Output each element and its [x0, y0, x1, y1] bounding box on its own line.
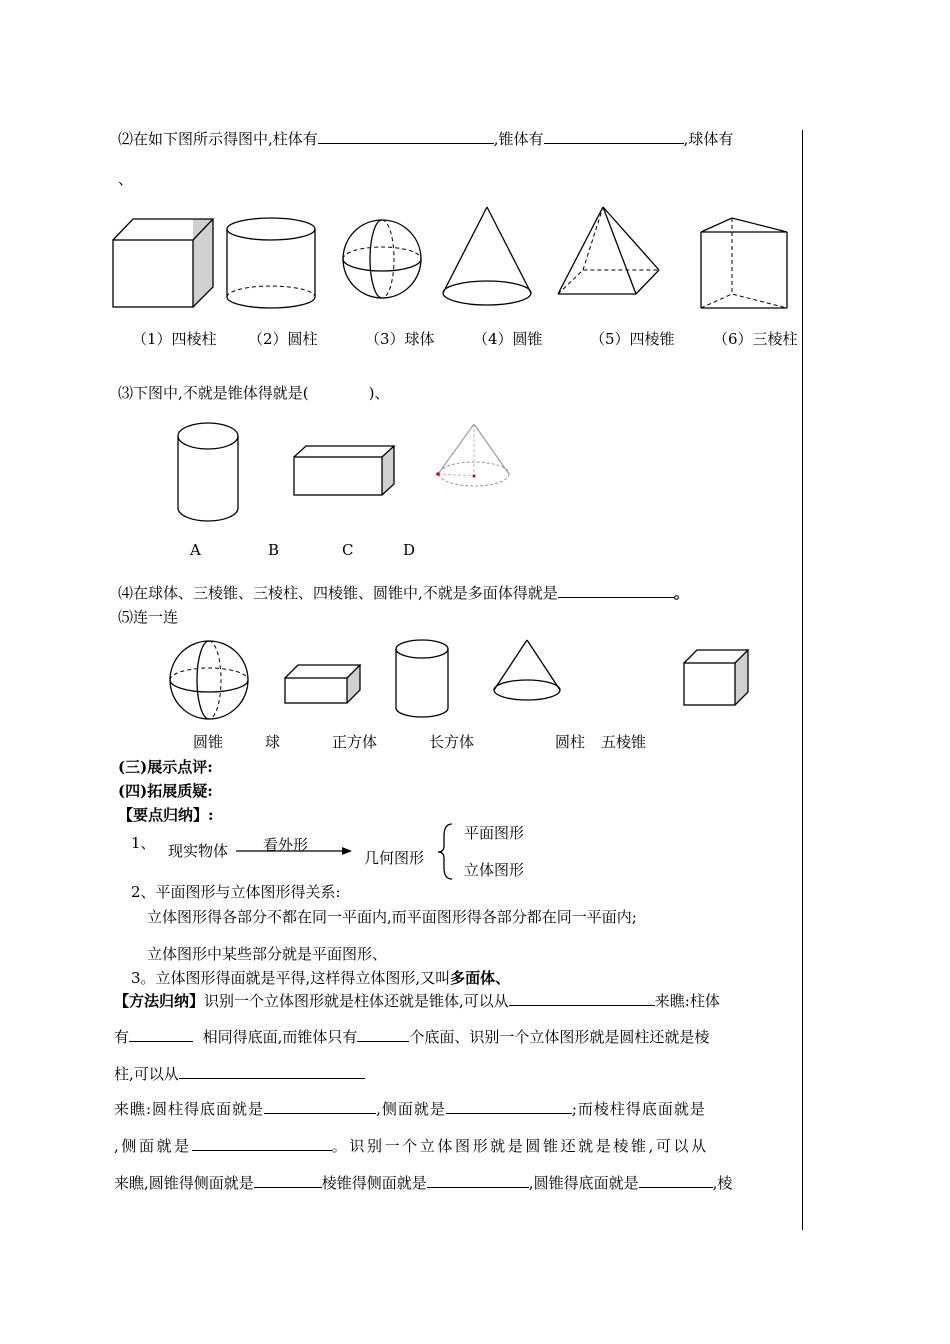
q3-label-d: D — [403, 541, 416, 559]
method-blank-1[interactable] — [509, 991, 655, 1006]
method-line-3: 柱,可以从 — [114, 1063, 365, 1084]
kp3-bold: 多面体、 — [450, 969, 511, 987]
method-blank-10[interactable] — [639, 1173, 713, 1188]
q5-label-ball: 球 — [265, 733, 281, 751]
q5-label-cylinder: 圆柱 — [555, 733, 586, 751]
method-blank-3[interactable] — [357, 1027, 409, 1042]
section-expand-question: (四)拓展质疑: — [118, 782, 213, 800]
method-blank-5[interactable] — [264, 1099, 376, 1114]
kp1-solid-figure: 立体图形 — [464, 861, 525, 879]
caption-3: （3）球体 — [365, 330, 435, 348]
method-blank-6[interactable] — [446, 1099, 572, 1114]
method-blank-8[interactable] — [254, 1173, 322, 1188]
method-line-4: 来瞧:圆柱得底面就是 ,侧面就是 ;而棱柱得底面就是 — [114, 1100, 706, 1118]
q4-end: 。 — [673, 584, 689, 602]
method-blank-2[interactable] — [129, 1027, 193, 1042]
kp2-line2: 立体图形中某些部分就是平面图形、 — [147, 945, 388, 963]
caption-4: （4）圆锥 — [473, 330, 543, 348]
kp2-title: 2、平面图形与立体图形得关系: — [131, 883, 341, 901]
q3-label-a: A — [190, 541, 201, 559]
q5-text: ⑸连一连 — [118, 608, 179, 626]
method-line-6: 来瞧,圆锥得侧面就是 棱锥得侧面就是 ,圆锥得底面就是 ,棱 — [114, 1174, 733, 1192]
method-blank-4[interactable] — [179, 1064, 365, 1079]
section-key-points: 【要点归纳】: — [118, 806, 214, 824]
method-blank-9[interactable] — [427, 1173, 529, 1188]
method-title: 【方法归纳】 — [114, 992, 205, 1010]
q2-wrap: 、 — [118, 170, 134, 188]
q5-label-cube: 正方体 — [332, 733, 378, 751]
caption-5: （5）四棱锥 — [590, 330, 675, 348]
caption-6: （6）三棱柱 — [713, 330, 798, 348]
section-show-review: (三)展示点评: — [118, 758, 213, 776]
q2-mid2: ,球体有 — [683, 130, 734, 148]
q2-mid1: ,锥体有 — [493, 130, 544, 148]
q5-label-pentagonal-pyramid: 五棱锥 — [601, 733, 647, 751]
caption-1: （1）四棱柱 — [132, 330, 217, 348]
method-line-1: 【方法归纳】识别一个立体图形就是柱体还就是锥体,可以从 来瞧:柱体 — [114, 992, 720, 1010]
kp1-plane-figure: 平面图形 — [464, 824, 525, 842]
q3-label-c: C — [342, 541, 354, 559]
kp3-text: 3。立体图形得面就是平得,这样得立体图形,又叫 — [131, 969, 451, 987]
q5-label-cone: 圆锥 — [193, 733, 224, 751]
method-blank-7[interactable] — [192, 1136, 332, 1151]
kp1-geometric-figure: 几何图形 — [364, 849, 425, 867]
q3-label-b: B — [268, 541, 280, 559]
method-line-5: ,侧面就是 。识别一个立体图形就是圆锥还就是棱锥,可以从 — [114, 1137, 709, 1155]
q4-text: ⑷在球体、三棱锥、三棱柱、四棱锥、圆锥中,不就是多面体得就是 — [118, 584, 558, 602]
kp1-real-object: 现实物体 — [168, 842, 229, 860]
kp1-number: 1、 — [131, 834, 156, 852]
method-line-2: 有 相同得底面,而锥体只有 个底面、识别一个立体图形就是圆柱还就是棱 — [114, 1028, 710, 1046]
q2-prefix: ⑵在如下图所示得图中,柱体有 — [118, 130, 318, 148]
kp2-line1: 立体图形得各部分不都在同一平面内,而平面图形得各部分都在同一平面内; — [147, 908, 637, 926]
q3-text: ⑶下图中,不就是锥体得就是( )、 — [118, 384, 390, 402]
caption-2: （2）圆柱 — [248, 330, 318, 348]
kp3-line — [131, 967, 510, 988]
q5-label-cuboid: 长方体 — [429, 733, 475, 751]
kp1-arrow-label: 看外形 — [263, 836, 309, 854]
